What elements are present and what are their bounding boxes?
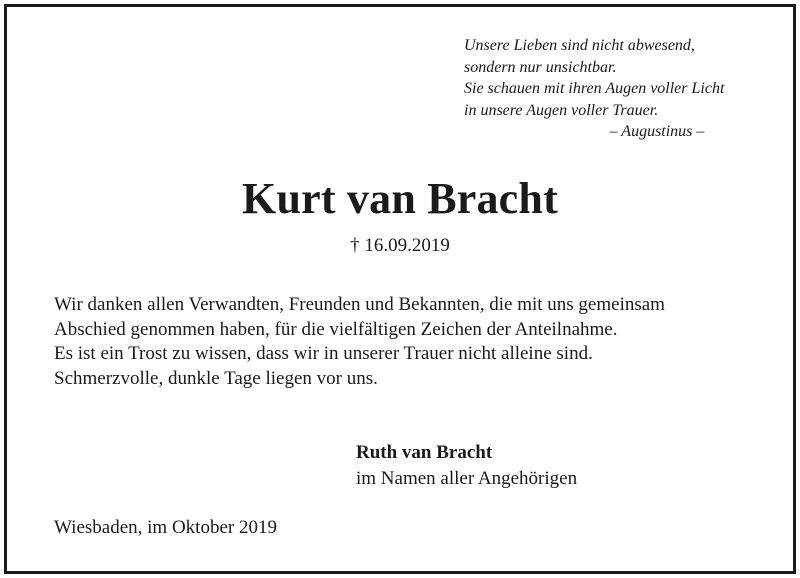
- thank-you-message: [54, 293, 665, 391]
- message-line: Wir danken allen Verwandten, Freunden und Bekannten, die mit uns gemeinsam: [54, 294, 665, 315]
- quote-line: Sie schauen mit ihren Augen voller Licht: [464, 80, 725, 97]
- death-date: † 16.09.2019: [350, 235, 450, 256]
- signer-name: Ruth van Bracht: [356, 442, 493, 463]
- quote-line: in unsere Augen voller Trauer.: [464, 101, 659, 119]
- message-line: Schmerzvolle, dunkle Tage liegen vor uns.: [54, 367, 378, 389]
- message-line: Es ist ein Trost zu wissen, dass wir in unserer Trauer nicht alleine sind.: [54, 343, 593, 364]
- message-line: Abschied genommen haben, für die vielfältigen Zeichen der Anteilnahme.: [54, 318, 618, 340]
- deceased-name: Kurt van Bracht: [242, 174, 558, 223]
- signer-note: im Namen aller Angehörigen: [356, 468, 578, 489]
- quote-author: – Augustinus –: [609, 123, 705, 140]
- place-and-date: Wiesbaden, im Oktober 2019: [54, 517, 277, 538]
- quote-line: Unsere Lieben sind nicht abwesend,: [464, 37, 695, 54]
- quote-line: sondern nur unsichtbar.: [464, 58, 617, 76]
- memorial-quote: [464, 35, 724, 143]
- signature-block: [356, 440, 577, 492]
- obituary-card: [4, 4, 796, 574]
